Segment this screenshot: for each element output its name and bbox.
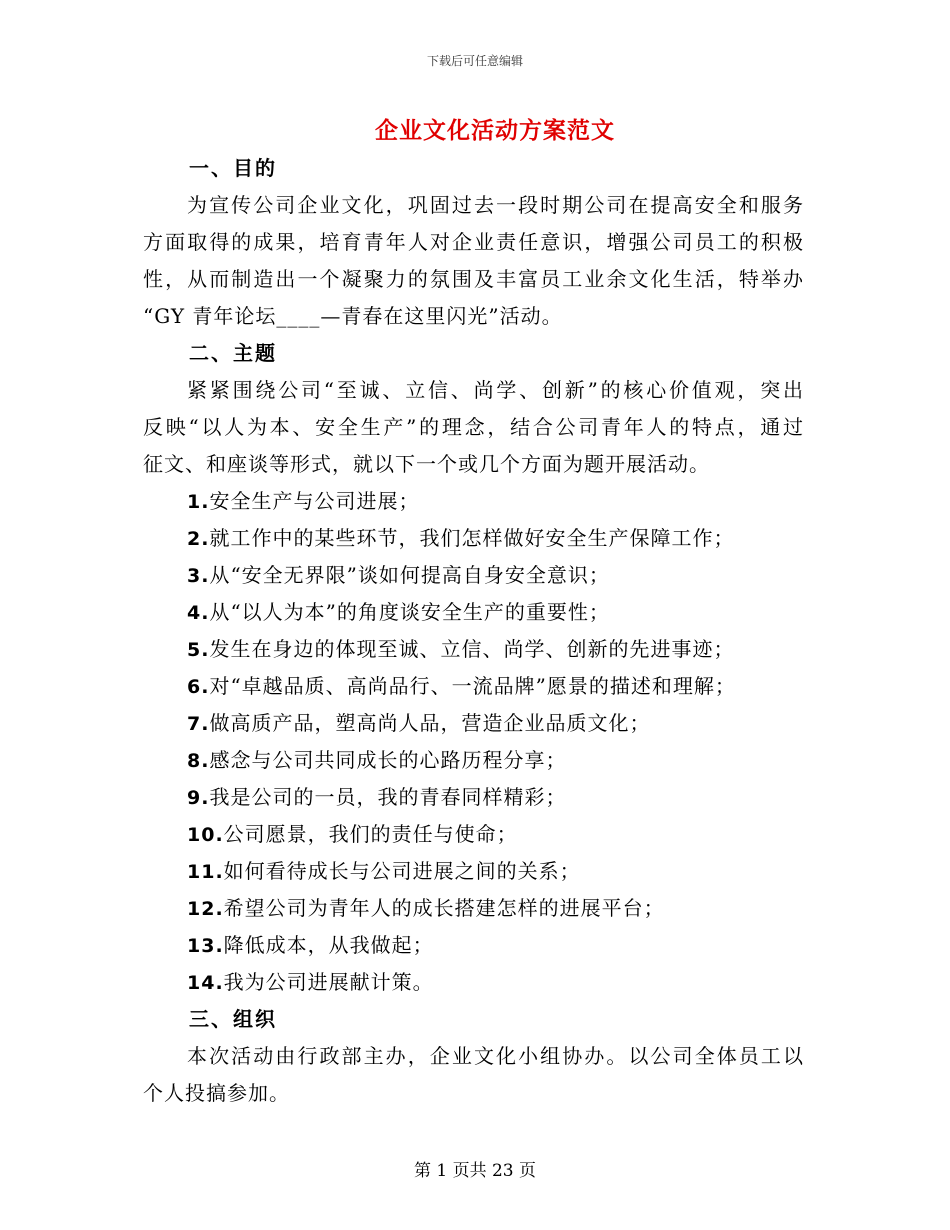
paragraph-line: 为宣传公司企业文化，巩固过去一段时期公司在提高安全和服务 — [187, 193, 803, 217]
list-item-text: 降低成本，从我做起； — [223, 933, 434, 957]
list-item-text: 希望公司为青年人的成长搭建怎样的进展平台； — [223, 896, 665, 920]
list-item-number: 7. — [187, 713, 210, 735]
list-item-text: 感念与公司共同成长的心路历程分享； — [209, 748, 567, 772]
paragraph-line: 紧紧围绕公司“至诚、立信、尚学、创新”的核心价值观，突出 — [187, 378, 803, 402]
list-item-text: 我为公司进展献计策。 — [223, 970, 434, 994]
list-item — [143, 594, 803, 631]
list-item-text: 安全生产与公司进展； — [209, 489, 420, 513]
list-item — [143, 557, 803, 594]
list-item-text: 如何看待成长与公司进展之间的关系； — [223, 859, 581, 883]
document-title: 企业文化活动方案范文 — [375, 117, 615, 144]
list-item-text: 对“卓越品质、高尚品行、一流品牌”愿景的描述和理解； — [209, 674, 736, 698]
page-footer: 第 1 页共 23 页 — [413, 1161, 537, 1181]
document-body — [143, 150, 803, 1112]
list-item — [143, 927, 803, 964]
list-item-number: 8. — [187, 750, 210, 772]
list-item-text: 从“以人为本”的角度谈安全生产的重要性； — [209, 600, 610, 624]
list-item-number: 3. — [187, 565, 210, 587]
list-item — [143, 483, 803, 520]
paragraph-line: 本次活动由行政部主办，企业文化小组协办。以公司全体员工以 — [187, 1044, 803, 1068]
list-item — [143, 631, 803, 668]
list-item — [143, 853, 803, 890]
list-item-number: 11. — [187, 861, 224, 883]
paragraph-line: 个人投搞参加。 — [143, 1081, 290, 1105]
list-item — [143, 964, 803, 1001]
list-item-number: 10. — [187, 824, 224, 846]
paragraph-line: 方面取得的成果，培育青年人对企业责任意识，增强公司员工的积极 — [143, 230, 803, 254]
list-item — [143, 668, 803, 705]
list-item-number: 13. — [187, 935, 224, 957]
list-item — [143, 779, 803, 816]
header-note: 下载后可任意编辑 — [426, 54, 523, 68]
paragraph-line: 征文、和座谈等形式，就以下一个或几个方面为题开展活动。 — [143, 452, 710, 476]
section-heading-theme: 二、主题 — [189, 341, 277, 365]
list-item-number: 6. — [187, 676, 210, 698]
list-item-text: 就工作中的某些环节，我们怎样做好安全生产保障工作； — [209, 526, 735, 550]
list-item — [143, 520, 803, 557]
section-heading-purpose: 一、目的 — [189, 156, 277, 180]
list-item-number: 1. — [187, 491, 210, 513]
list-item — [143, 890, 803, 927]
list-item-text: 发生在身边的体现至诚、立信、尚学、创新的先进事迹； — [209, 637, 735, 661]
paragraph-line: 性，从而制造出一个凝聚力的氛围及丰富员工业余文化生活，特举办 — [143, 267, 803, 291]
list-item — [143, 816, 803, 853]
list-item-number: 9. — [187, 787, 210, 809]
list-item-text: 做高质产品，塑高尚人品，营造企业品质文化； — [209, 711, 651, 735]
list-item — [143, 705, 803, 742]
paragraph-line: 反映“以人为本、安全生产”的理念，结合公司青年人的特点，通过 — [143, 415, 803, 439]
list-item-text: 公司愿景，我们的责任与使命； — [223, 822, 518, 846]
list-item-text: 从“安全无界限”谈如何提高自身安全意识； — [209, 563, 610, 587]
paragraph-line: “GY 青年论坛____—青春在这里闪光”活动。 — [143, 304, 563, 328]
list-item-number: 5. — [187, 639, 210, 661]
list-item-number: 12. — [187, 898, 224, 920]
list-item-number: 4. — [187, 602, 210, 624]
list-item-number: 14. — [187, 972, 224, 994]
list-item-number: 2. — [187, 528, 210, 550]
list-item-text: 我是公司的一员，我的青春同样精彩； — [209, 785, 567, 809]
list-item — [143, 742, 803, 779]
section-heading-organization: 三、组织 — [189, 1007, 277, 1031]
